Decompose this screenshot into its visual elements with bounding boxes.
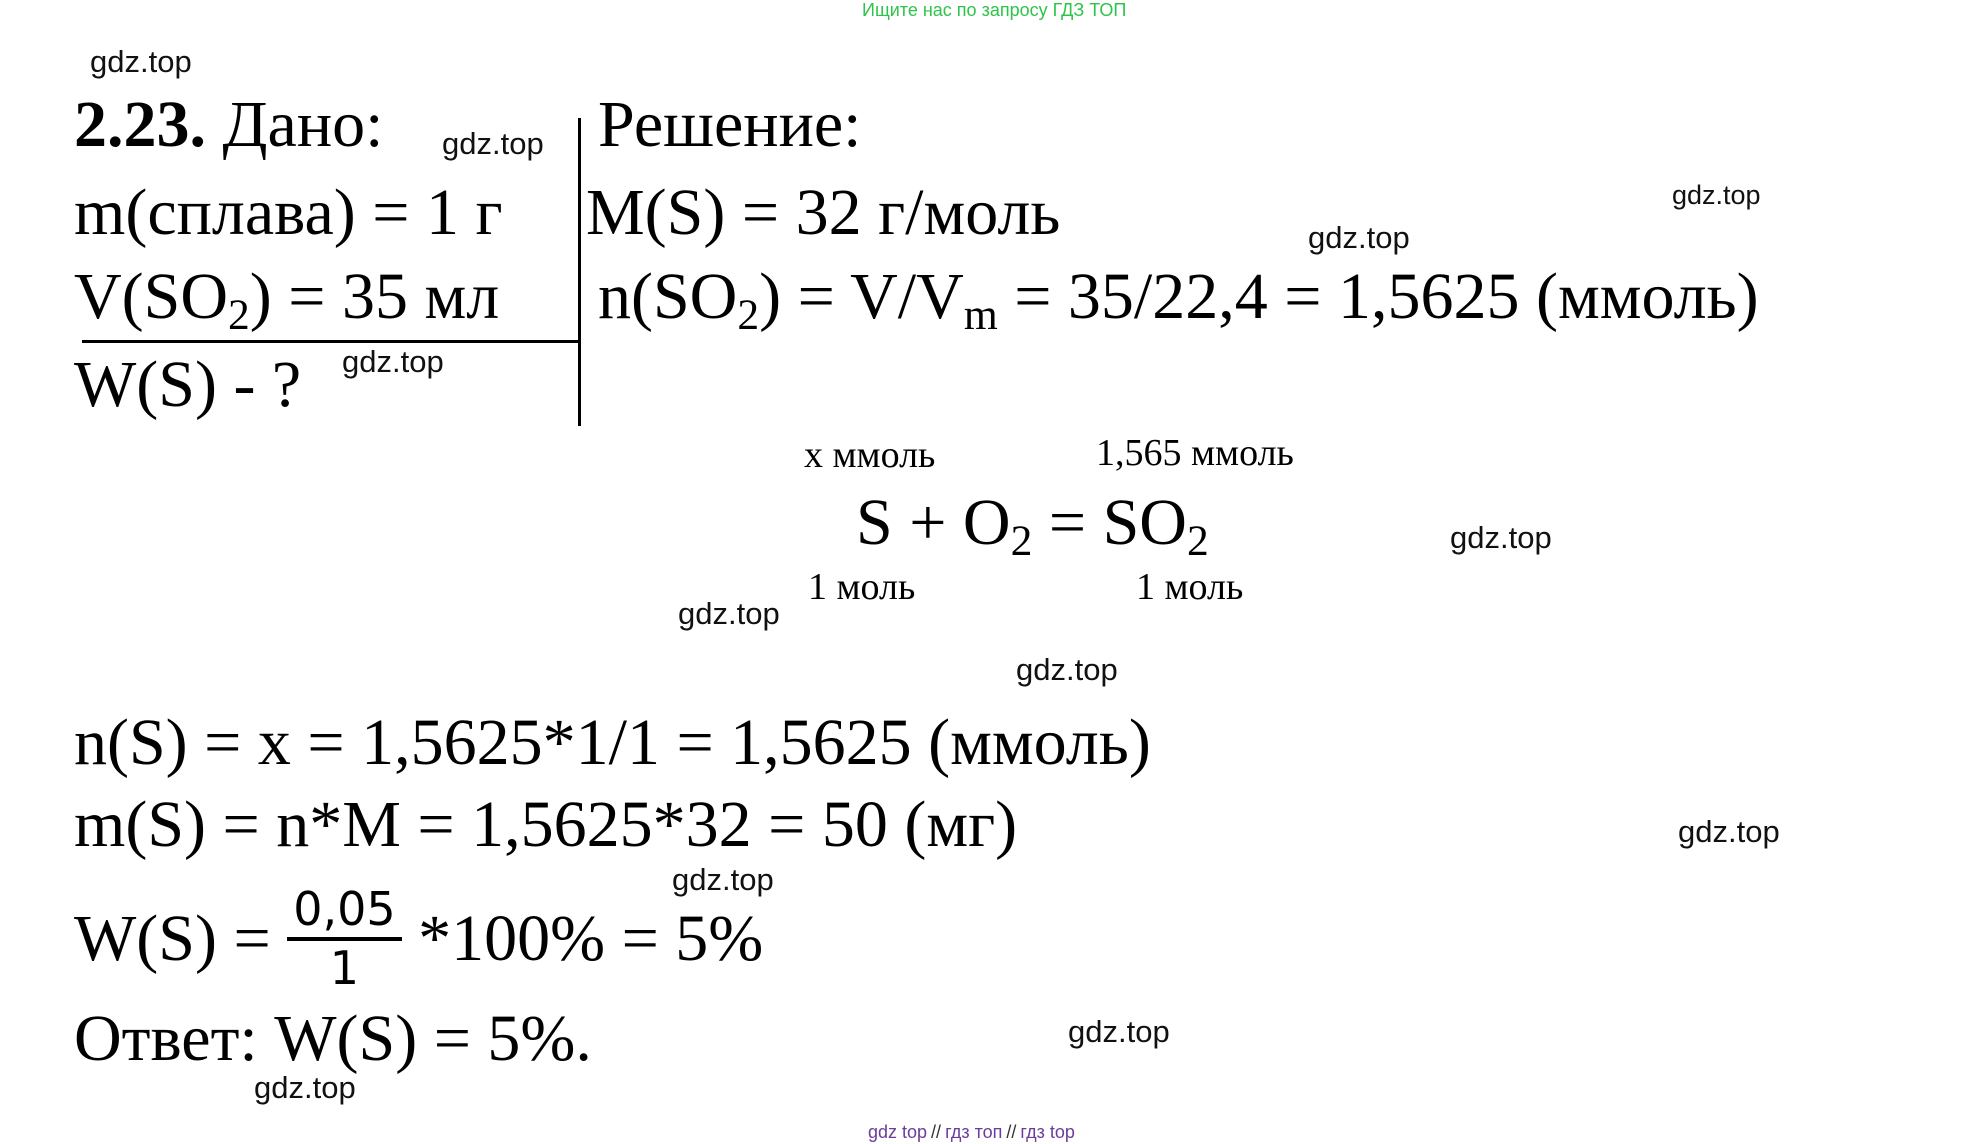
fraction (287, 882, 401, 996)
given-mass-alloy: m(сплава) = 1 г (74, 176, 503, 249)
footer-link-gdz-top-ru[interactable]: гдз топ (945, 1122, 1003, 1142)
fraction-denominator: 1 (329, 941, 360, 996)
volume-suffix: ) = 35 мл (249, 260, 500, 333)
given-vertical-divider (578, 118, 581, 426)
calc-line-m-s: m(S) = n*M = 1,5625*32 = 50 (мг) (74, 788, 1018, 861)
eq-lhs: S + O (856, 486, 1011, 559)
w-prefix: W(S) = (74, 902, 288, 976)
n-sub: 2 (737, 290, 760, 339)
given-heading (74, 88, 384, 161)
find-text: W(S) - ? (74, 348, 302, 421)
footer-links (868, 1122, 1075, 1143)
given-title: Дано: (222, 88, 384, 161)
watermark-7: gdz.top (678, 596, 780, 631)
fraction-numerator: 0,05 (287, 882, 401, 941)
solution-molar-mass: M(S) = 32 г/моль (586, 176, 1061, 249)
volume-sub: 2 (228, 290, 250, 339)
n-prefix: n(SO (598, 260, 738, 333)
calc-line-n-s: n(S) = x = 1,5625*1/1 = 1,5625 (ммоль) (74, 706, 1151, 779)
eq-o-sub: 2 (1010, 516, 1033, 565)
equation-top-left: x ммоль (804, 434, 936, 476)
eq-so-sub: 2 (1186, 516, 1209, 565)
chemical-equation (856, 486, 1209, 565)
given-find (74, 348, 302, 421)
watermark-5: gdz.top (342, 344, 444, 379)
solution-n-so2 (598, 260, 1759, 339)
watermark-2: gdz.top (442, 126, 544, 161)
w-suffix: *100% = 5% (401, 902, 764, 976)
footer-link-gdz-top[interactable]: gdz top (868, 1122, 928, 1142)
eq-rhs: = SO (1032, 486, 1187, 559)
footer-separator-1: // (931, 1122, 942, 1142)
equation-top-right: 1,565 ммоль (1096, 432, 1294, 474)
calc-line-w-s (74, 882, 763, 996)
watermark-11: gdz.top (1068, 1014, 1170, 1049)
problem-number: 2.23. (74, 88, 206, 161)
footer-separator-2: // (1006, 1122, 1017, 1142)
equation-bottom-left: 1 моль (808, 566, 916, 608)
given-volume (74, 260, 500, 339)
n-suffix: = 35/22,4 = 1,5625 (ммоль) (997, 260, 1759, 333)
watermark-8: gdz.top (1016, 652, 1118, 687)
given-horizontal-divider (82, 340, 580, 343)
watermark-12: gdz.top (254, 1070, 356, 1105)
footer-link-gdz-top-mixed[interactable]: гдз top (1020, 1122, 1075, 1142)
n-mid: ) = V/V (759, 260, 964, 333)
watermark-1: gdz.top (90, 44, 192, 79)
volume-prefix: V(SO (74, 260, 229, 333)
answer: Ответ: W(S) = 5%. (74, 1002, 592, 1075)
solution-title: Решение: (598, 88, 862, 161)
watermark-9: gdz.top (1678, 814, 1780, 849)
watermark-4: gdz.top (1308, 220, 1410, 255)
watermark-3: gdz.top (1672, 180, 1761, 210)
header-search-hint[interactable]: Ищите нас по запросу ГДЗ ТОП (862, 0, 1127, 20)
equation-bottom-right: 1 моль (1136, 566, 1244, 608)
watermark-10: gdz.top (672, 862, 774, 897)
n-sub-m: m (963, 290, 998, 339)
watermark-6: gdz.top (1450, 520, 1552, 555)
